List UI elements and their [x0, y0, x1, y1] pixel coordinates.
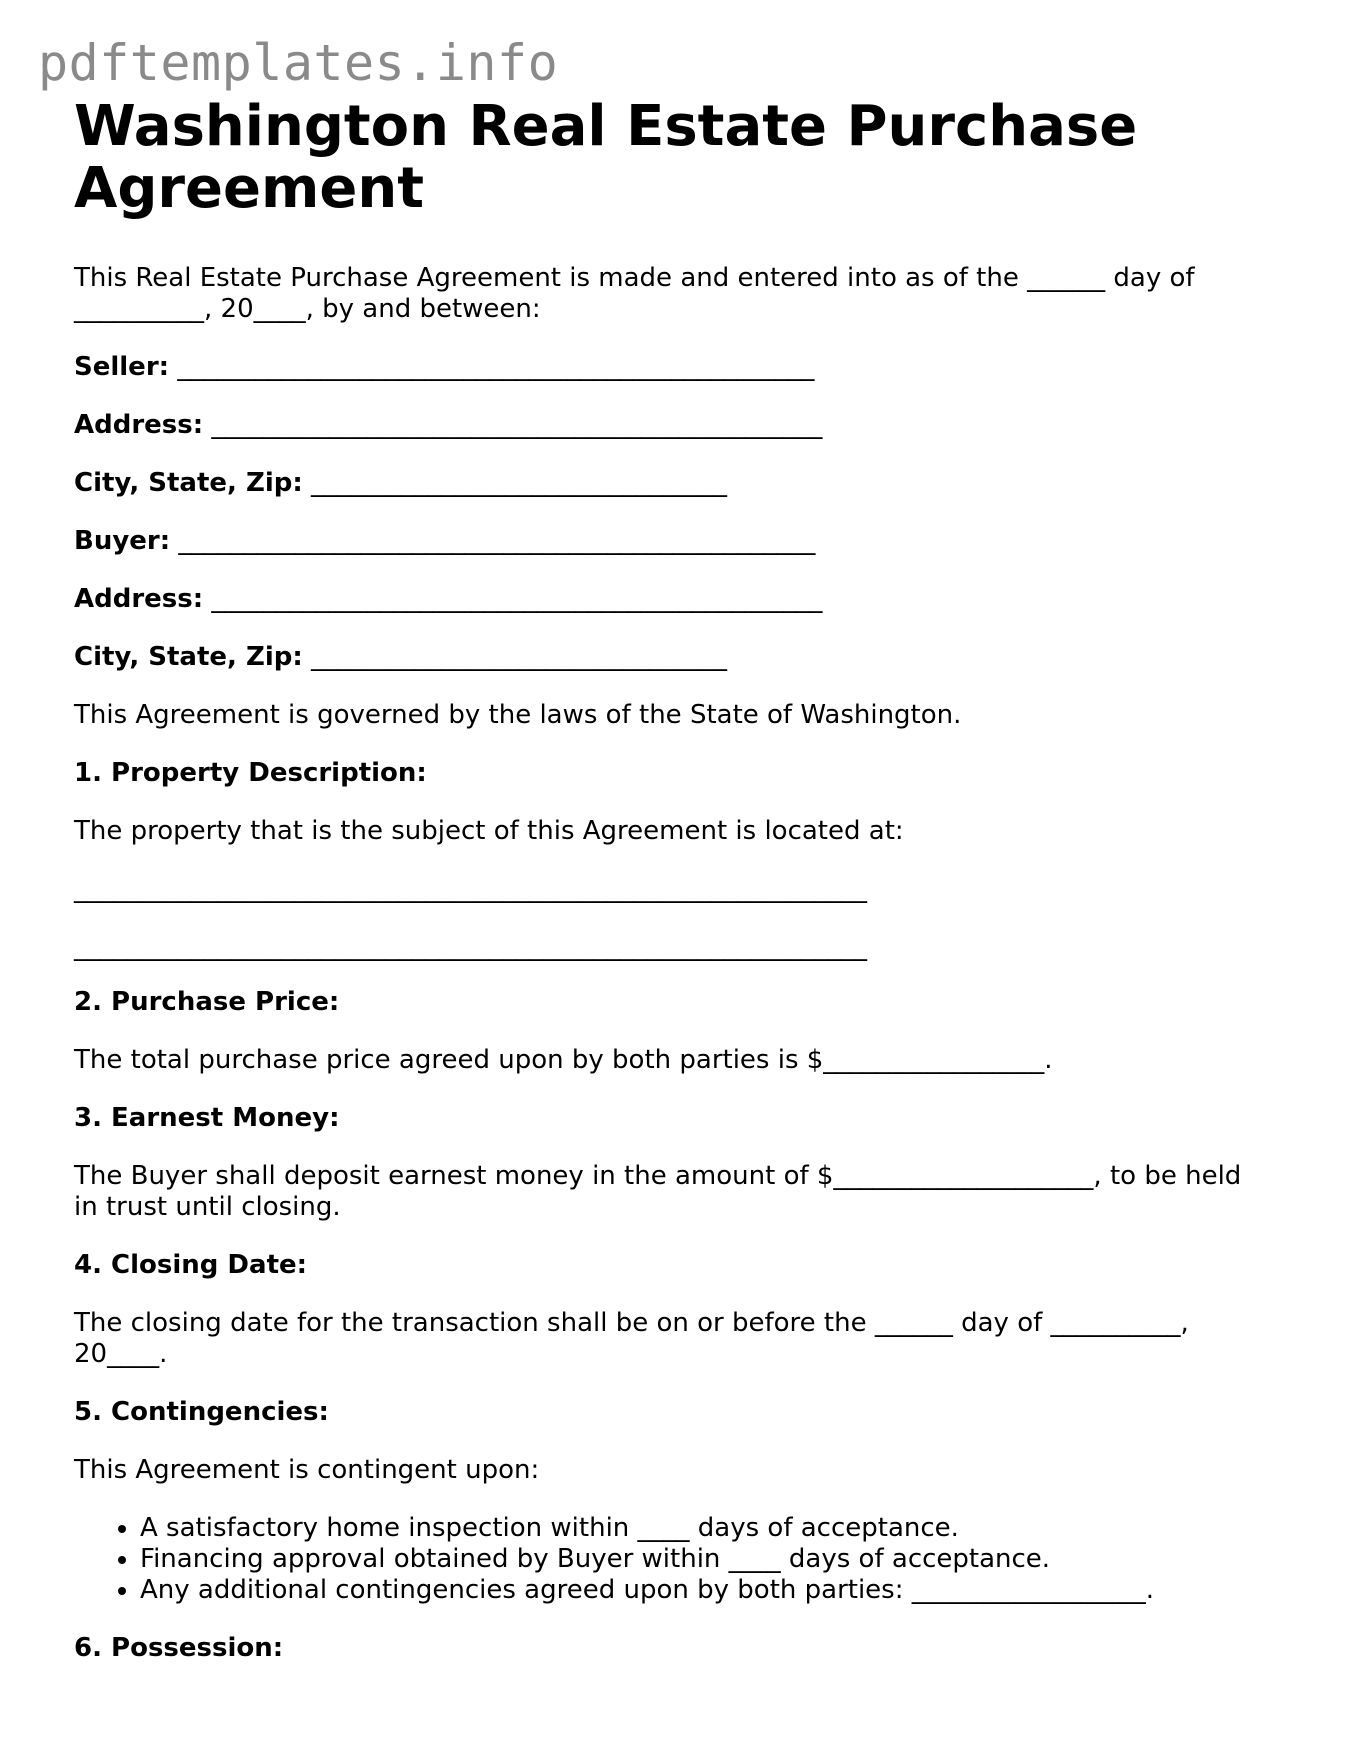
property-line-1[interactable]: _____________________________________________________________: [74, 874, 867, 904]
seller-address-blank[interactable]: _______________________________________________: [211, 410, 823, 440]
section-heading-property: 1. Property Description:: [74, 758, 427, 788]
closing-paragraph: [74, 1308, 1274, 1370]
seller-city-field[interactable]: [74, 468, 1274, 499]
buyer-address-blank[interactable]: _______________________________________________: [211, 584, 823, 614]
earnest-line-2: in trust until closing.: [74, 1192, 341, 1222]
buyer-field[interactable]: [74, 526, 1274, 557]
intro-line-2: __________, 20____, by and between:: [74, 294, 541, 324]
document-title: Washington Real Estate Purchase Agreement: [74, 94, 1138, 221]
governing-law-text: This Agreement is governed by the laws of the State of Washington.: [74, 700, 962, 730]
seller-field[interactable]: [74, 352, 1274, 383]
document-page: [74, 96, 1274, 1664]
watermark: pdftemplates.info: [38, 34, 559, 92]
buyer-label: Buyer:: [74, 526, 171, 556]
contingencies-list: [74, 1513, 1274, 1606]
closing-line-1: The closing date for the transaction shall be on or before the ______ day of __________,: [74, 1308, 1189, 1338]
section-heading-price: 2. Purchase Price:: [74, 987, 340, 1017]
buyer-city-label: City, State, Zip:: [74, 642, 303, 672]
intro-line-1: This Real Estate Purchase Agreement is made and entered into as of the ______ day of: [74, 263, 1195, 293]
seller-city-label: City, State, Zip:: [74, 468, 303, 498]
list-item: • Any additional contingencies agreed upon by both parties: __________________.: [140, 1575, 1274, 1606]
section-heading-possession: 6. Possession:: [74, 1633, 284, 1663]
seller-address-label: Address:: [74, 410, 204, 440]
property-text: The property that is the subject of this Agreement is located at:: [74, 816, 904, 846]
list-item: • A satisfactory home inspection within ____ days of acceptance.: [140, 1513, 1274, 1544]
seller-address-field[interactable]: [74, 410, 1274, 441]
buyer-address-label: Address:: [74, 584, 204, 614]
contingencies-text: This Agreement is contingent upon:: [74, 1455, 540, 1485]
price-text: The total purchase price agreed upon by both parties is $_________________.: [74, 1045, 1053, 1075]
property-line-2[interactable]: _____________________________________________________________: [74, 932, 867, 962]
seller-blank[interactable]: _________________________________________________: [177, 352, 815, 382]
buyer-city-field[interactable]: [74, 642, 1274, 673]
earnest-line-1: The Buyer shall deposit earnest money in the amount of $____________________, to be held: [74, 1161, 1242, 1191]
section-heading-closing: 4. Closing Date:: [74, 1250, 308, 1280]
seller-label: Seller:: [74, 352, 170, 382]
buyer-address-field[interactable]: [74, 584, 1274, 615]
list-item: • Financing approval obtained by Buyer within ____ days of acceptance.: [140, 1544, 1274, 1575]
section-heading-earnest: 3. Earnest Money:: [74, 1103, 340, 1133]
buyer-blank[interactable]: _________________________________________________: [178, 526, 816, 556]
buyer-city-blank[interactable]: ________________________________: [311, 642, 728, 672]
seller-city-blank[interactable]: ________________________________: [311, 468, 728, 498]
closing-line-2: 20____.: [74, 1339, 168, 1369]
earnest-paragraph: [74, 1161, 1274, 1223]
intro-paragraph: [74, 263, 1274, 325]
section-heading-contingencies: 5. Contingencies:: [74, 1397, 329, 1427]
